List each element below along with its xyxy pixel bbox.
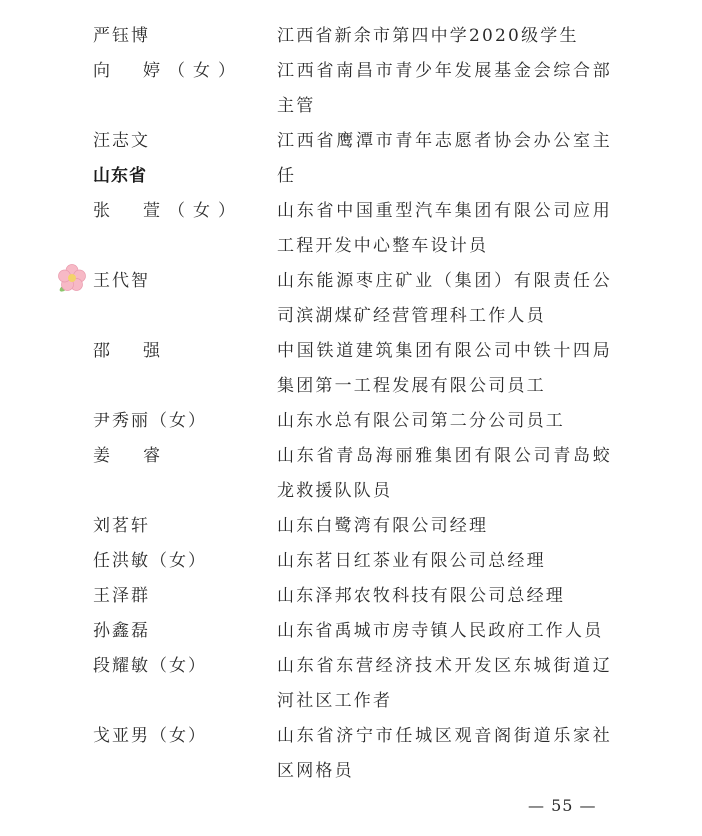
person-affiliation: 山东能源枣庄矿业（集团）有限责任公司滨湖煤矿经营管理科工作人员 — [277, 271, 612, 326]
person-name: 向 婷（女） — [93, 61, 243, 81]
person-name: 戈亚男（女） — [93, 726, 207, 746]
person-affiliation: 山东水总有限公司第二分公司员工 — [277, 411, 565, 431]
person-name: 王代智 — [93, 271, 150, 291]
person-name: 邵 强 — [93, 341, 168, 361]
person-name: 汪志文 — [93, 131, 150, 151]
person-name: 姜 睿 — [93, 446, 168, 466]
province-heading: 山东省 — [93, 166, 147, 186]
pink-flower-icon — [56, 262, 88, 294]
person-affiliation: 中国铁道建筑集团有限公司中铁十四局集团第一工程发展有限公司员工 — [277, 341, 612, 396]
person-affiliation: 江西省南昌市青少年发展基金会综合部主管 — [277, 61, 612, 116]
person-name: 段耀敏（女） — [93, 656, 207, 676]
person-affiliation: 山东泽邦农牧科技有限公司总经理 — [277, 586, 565, 606]
person-affiliation: 山东省济宁市任城区观音阁街道乐家社区网格员 — [277, 726, 612, 781]
page-number: — 55 — — [528, 796, 597, 815]
person-affiliation: 山东省中国重型汽车集团有限公司应用工程开发中心整车设计员 — [277, 201, 612, 256]
person-name: 任洪敏（女） — [93, 551, 207, 571]
person-affiliation: 山东茗日红茶业有限公司总经理 — [277, 551, 546, 571]
person-name: 严钰博 — [93, 26, 150, 46]
person-name: 尹秀丽（女） — [93, 411, 207, 431]
person-affiliation: 江西省新余市第四中学2020级学生 — [277, 26, 579, 46]
person-affiliation: 山东省青岛海丽雅集团有限公司青岛蛟龙救援队队员 — [277, 446, 612, 501]
person-affiliation: 山东省东营经济技术开发区东城街道辽河社区工作者 — [277, 656, 612, 711]
person-name: 张 萱（女） — [93, 201, 243, 221]
person-affiliation: 江西省鹰潭市青年志愿者协会办公室主任 — [277, 131, 612, 186]
person-affiliation: 山东白鹭湾有限公司经理 — [277, 516, 489, 536]
person-name: 孙鑫磊 — [93, 621, 150, 641]
person-name: 刘茗轩 — [93, 516, 150, 536]
person-name: 王泽群 — [93, 586, 150, 606]
person-affiliation: 山东省禹城市房寺镇人民政府工作人员 — [277, 621, 604, 641]
